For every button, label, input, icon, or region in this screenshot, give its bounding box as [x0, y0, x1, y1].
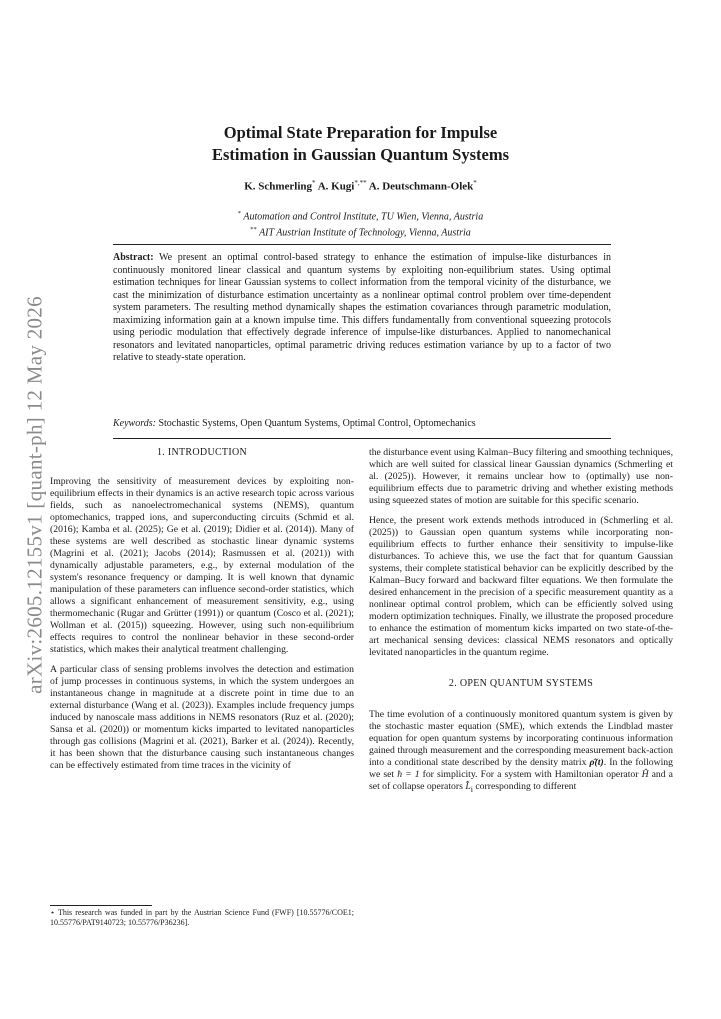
intro-paragraph-2: A particular class of sensing problems involves the detection and estimation of jump processes in continuous systems, in which the system undergoes an instantaneous change in magnitude at a discrete point in time due to an external disturbance (Wang et al. (2023)). Examples include frequency jumps induced by nanoscale mass additions in NEMS resonators (Ruz et al. (2020); Sansa et al. (2020)) or momentum kicks imparted to levitated nanoparticles through gas collisions (Magrini et al. (2021), Barker et al. (2024)). Recently, it has been shown that the disturbance causing such instantaneous changes can be effectively estimated from time traces in the vicinity of	[50, 664, 354, 771]
paper-title	[100, 122, 621, 166]
author-list	[100, 179, 621, 193]
density-matrix-symbol: ρ̂(t)	[589, 757, 604, 768]
section-heading-introduction: 1. INTRODUCTION	[156, 447, 248, 458]
paper-title-line-2: Estimation in Gaussian Quantum Systems	[211, 145, 510, 164]
author-schmerling-affil-mark: *	[312, 179, 316, 187]
intro-paragraph-1: Improving the sensitivity of measurement devices by exploiting non-equilibrium effects in their dynamics is an active research topic across various fields, such as nanoelectromechanical systems (NEMS), quantum optomechanics, trapped ions, and superconducting circuits (Schmid et al. (2016); Kamba et al. (2025); Ge et al. (2019); Didier et al. (2014)). Many of these systems are well described as stochastic linear dynamic systems (Magrini et al. (2021); Jacobs (2014); Rasmussen et al. (2021)) with dynamically adjustable parameters, e.g., by external modulation of the system's resonance frequency or damping. It is well known that dynamic manipulation of these parameters can influence second-order statistics, which allows a significant enhancement of measurement sensitivity, e.g., using thermomechanic (Rugar and Grütter (1991)) or quantum (Cosco et al. (2021); Wollman et al. (2015)) squeezing. However, using such non-equilibrium effects requires to control the nonlinear behavior in these second-order statistics, which makes their analytical treatment challenging.	[50, 476, 354, 655]
author-deutschmann-olek: A. Deutschmann-Olek	[368, 180, 474, 193]
left-column	[50, 447, 354, 772]
arxiv-identifier-text: arXiv:2605.12155v1 [quant-ph] 12 May 2026	[22, 296, 47, 694]
affiliations	[100, 207, 621, 240]
keywords	[113, 418, 611, 431]
oqs-text-d: and a set of collapse operators	[369, 769, 673, 792]
collapse-operator-symbol: L̂	[465, 781, 471, 792]
affiliation-2-text: AIT Austrian Institute of Technology, Vienna, Austria	[259, 227, 471, 239]
author-kugi: A. Kugi	[317, 180, 355, 193]
affiliation-1	[100, 207, 621, 223]
abstract-text: We present an optimal control-based strategy to enhance the estimation of impulse-like disturbances in continuously monitored linear classical and quantum systems by exploiting non-equilibrium states. Using optimal estimation techniques for linear Gaussian systems to collect information from the temporal vicinity of the disturbance, we cast the minimization of disturbance estimation uncertainty as a nonlinear optimal control problem over time-dependent system parameters. The resulting method dynamically shapes the estimation covariances through parametric modulation, maximizing information gain at a known impulse time. This differs fundamentally from conventional squeezing protocols using periodic modulation that effectively degrade inference of impulse-like disturbances. Applied to nanomechanical resonators and levitated nanoparticles, optimal parametric driving reduces estimation variance by up to a factor of two relative to steady-state operation.	[113, 252, 612, 363]
section-heading-open-quantum-systems: 2. OPEN QUANTUM SYSTEMS	[448, 678, 594, 689]
abstract	[113, 252, 611, 365]
footnote-mark: ⋆	[50, 908, 56, 917]
funding-footnote	[50, 908, 354, 928]
affiliation-2	[100, 223, 621, 239]
abstract-top-rule	[113, 244, 611, 245]
keywords-text: Stochastic Systems, Open Quantum Systems, Optimal Control, Optomechanics	[158, 418, 476, 429]
author-kugi-affil-mark: *,**	[354, 179, 367, 187]
affiliation-1-text: Automation and Control Institute, TU Wien, Vienna, Austria	[243, 211, 484, 223]
footnote-text: This research was funded in part by the Austrian Science Fund (FWF) [10.55776/COE1; 10.55776/PAT9140723; 10.55776/P36236].	[50, 908, 354, 927]
keywords-bottom-rule	[113, 438, 611, 439]
collapse-operator-subscript: i	[470, 784, 473, 794]
right-column	[369, 447, 673, 796]
intro-paragraph-4: Hence, the present work extends methods introduced in (Schmerling et al. (2025)) to Gaussian open quantum systems while incorporating non-equilibrium effects to further enhance their sensitivity to impulse-like disturbances. To achieve this, we use the fact that for quantum Gaussian systems, their complete statistical behavior can be explicitly described by the Kalman–Bucy forward and backward filter equations. We then formulate the desired enhancement in the precision of a specific measurement quantity as a nonlinear optimal control problem, which can be efficiently solved using modern optimization techniques. Finally, we illustrate the proposed procedure to enhance the estimation of momentum kicks imparted on two state-of-the-art mechanical sensing devices: classical NEMS resonators and optically levitated nanoparticles in the quantum regime.	[369, 515, 673, 658]
affiliation-1-mark: *	[237, 210, 242, 217]
affiliation-2-mark: **	[250, 226, 257, 234]
intro-paragraph-3: the disturbance event using Kalman–Bucy filtering and smoothing techniques, which are well suited for classical linear Gaussian dynamics (Schmerling et al. (2025)). However, it remains unclear how to (optimally) use non-equilibrium effects due to parametric driving and whether existing methods using squeezed states of motion are suitable for this specific scenario.	[369, 447, 673, 506]
oqs-text-a: The time evolution of a continuously monitored quantum system is given by the stochastic master equation (SME), which extends the Lindblad master equation for open quantum systems by incorporating continuous information gained through measurement and the corresponding measurement back-action into a conditional state described by the density matrix	[369, 709, 673, 768]
author-deutschmann-olek-affil-mark: *	[473, 179, 477, 187]
hbar-equation: ħ = 1	[397, 769, 420, 780]
hamiltonian-symbol: Ĥ	[641, 769, 649, 780]
oqs-text-b: . In the following we set	[369, 757, 673, 780]
footnote-rule	[50, 905, 152, 906]
author-schmerling: K. Schmerling	[244, 180, 313, 193]
keywords-label: Keywords:	[113, 418, 156, 429]
abstract-label: Abstract:	[113, 252, 154, 263]
oqs-text-e: corresponding to different	[472, 781, 577, 792]
oqs-paragraph-1	[369, 709, 673, 796]
paper-title-line-1: Optimal State Preparation for Impulse	[223, 123, 498, 142]
oqs-text-c: for simplicity. For a system with Hamiltonian operator	[419, 769, 642, 780]
